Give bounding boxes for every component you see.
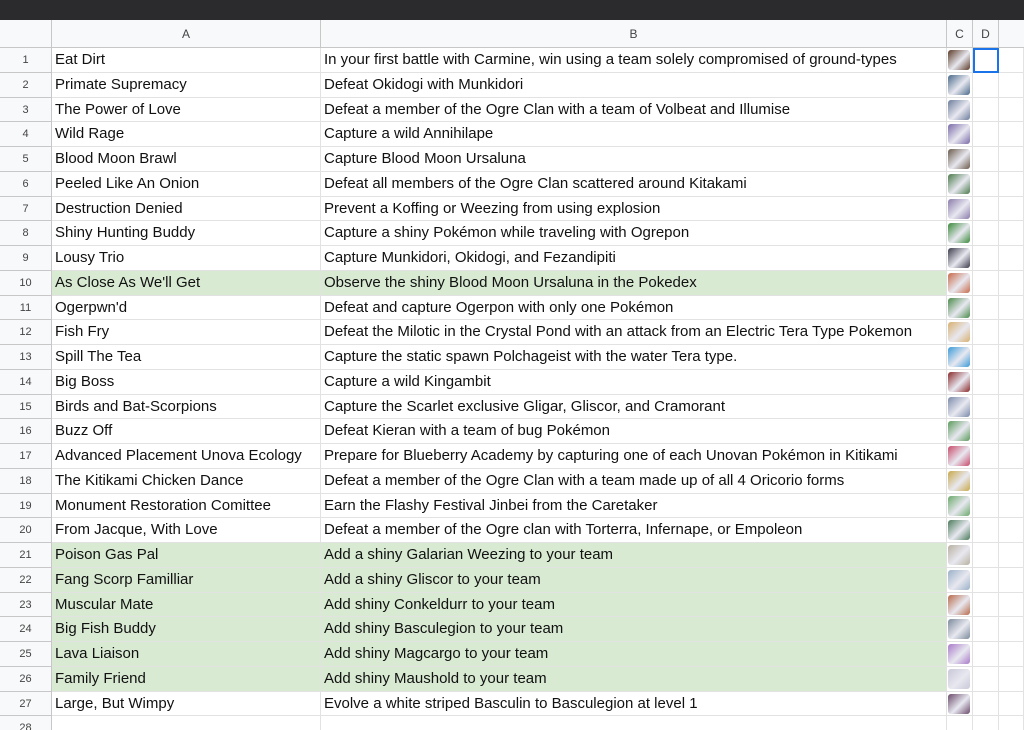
- cell-c-image[interactable]: [947, 469, 973, 494]
- pokemon-thumbnail-image: [948, 619, 970, 639]
- cell-a-challenge-name[interactable]: Primate Supremacy: [52, 73, 321, 98]
- cell-b-description[interactable]: Capture the static spawn Polchageist with the water Tera type.: [321, 345, 947, 370]
- cell-c-image[interactable]: [947, 642, 973, 667]
- cell-e[interactable]: [999, 271, 1024, 296]
- pokemon-thumbnail-image: [948, 595, 970, 615]
- row-header[interactable]: 21: [0, 543, 52, 568]
- pokemon-thumbnail-image: [948, 570, 970, 590]
- window-top-bar: [0, 0, 1024, 20]
- cell-d[interactable]: [973, 716, 999, 730]
- column-header-d[interactable]: D: [973, 20, 999, 48]
- pokemon-thumbnail-image: [948, 100, 970, 120]
- cell-d[interactable]: [973, 543, 999, 568]
- cell-c-image[interactable]: [947, 147, 973, 172]
- cell-d[interactable]: [973, 518, 999, 543]
- cell-a-challenge-name[interactable]: As Close As We'll Get: [52, 271, 321, 296]
- pokemon-thumbnail-image: [948, 248, 970, 268]
- row-header[interactable]: 11: [0, 296, 52, 320]
- cell-a-challenge-name[interactable]: Big Boss: [52, 370, 321, 395]
- row-header[interactable]: 20: [0, 518, 52, 543]
- cell-e[interactable]: [999, 494, 1024, 518]
- row-header[interactable]: 3: [0, 98, 52, 122]
- row-header[interactable]: 7: [0, 197, 52, 221]
- cell-a-challenge-name[interactable]: Lousy Trio: [52, 246, 321, 271]
- cell-e[interactable]: [999, 172, 1024, 197]
- cell-a-challenge-name[interactable]: Family Friend: [52, 667, 321, 692]
- row-header[interactable]: 19: [0, 494, 52, 518]
- cell-a-challenge-name[interactable]: [52, 716, 321, 730]
- cell-e[interactable]: [999, 320, 1024, 345]
- cell-c-image[interactable]: [947, 197, 973, 221]
- cell-e[interactable]: [999, 642, 1024, 667]
- row-header[interactable]: 13: [0, 345, 52, 370]
- cell-a-challenge-name[interactable]: Spill The Tea: [52, 345, 321, 370]
- row-header[interactable]: 12: [0, 320, 52, 345]
- cell-a-challenge-name[interactable]: Fish Fry: [52, 320, 321, 345]
- cell-b-description[interactable]: Capture Blood Moon Ursaluna: [321, 147, 947, 172]
- cell-e[interactable]: [999, 370, 1024, 395]
- row-header[interactable]: 16: [0, 419, 52, 444]
- cell-e[interactable]: [999, 667, 1024, 692]
- cell-a-challenge-name[interactable]: Lava Liaison: [52, 642, 321, 667]
- cell-e[interactable]: [999, 518, 1024, 543]
- cell-a-challenge-name[interactable]: Blood Moon Brawl: [52, 147, 321, 172]
- cell-b-description[interactable]: Add a shiny Gliscor to your team: [321, 568, 947, 593]
- column-header-b[interactable]: B: [321, 20, 947, 48]
- cell-c-image[interactable]: [947, 221, 973, 246]
- cell-d[interactable]: [973, 444, 999, 469]
- cell-b-description[interactable]: Add shiny Maushold to your team: [321, 667, 947, 692]
- cell-a-challenge-name[interactable]: Fang Scorp Familliar: [52, 568, 321, 593]
- row-header[interactable]: 25: [0, 642, 52, 667]
- cell-d[interactable]: [973, 271, 999, 296]
- cell-b-description[interactable]: Defeat the Milotic in the Crystal Pond with an attack from an Electric Tera Type Pokemon: [321, 320, 947, 345]
- pokemon-thumbnail-image: [948, 372, 970, 392]
- cell-b-description[interactable]: Add shiny Magcargo to your team: [321, 642, 947, 667]
- pokemon-thumbnail-image: [948, 421, 970, 441]
- cell-c-image[interactable]: [947, 246, 973, 271]
- pokemon-thumbnail-image: [948, 669, 970, 689]
- cell-e[interactable]: [999, 716, 1024, 730]
- pokemon-thumbnail-image: [948, 520, 970, 540]
- cell-b-description[interactable]: Prevent a Koffing or Weezing from using explosion: [321, 197, 947, 221]
- cell-b-description[interactable]: Evolve a white striped Basculin to Basculegion at level 1: [321, 692, 947, 716]
- pokemon-thumbnail-image: [948, 694, 970, 714]
- cell-b-description[interactable]: Prepare for Blueberry Academy by capturing one of each Unovan Pokémon in Kitikami: [321, 444, 947, 469]
- cell-d[interactable]: [973, 642, 999, 667]
- row-header[interactable]: 2: [0, 73, 52, 98]
- cell-e[interactable]: [999, 419, 1024, 444]
- cell-d[interactable]: [973, 494, 999, 518]
- row-header[interactable]: 8: [0, 221, 52, 246]
- cell-a-challenge-name[interactable]: Shiny Hunting Buddy: [52, 221, 321, 246]
- cell-d[interactable]: [973, 73, 999, 98]
- pokemon-thumbnail-image: [948, 347, 970, 367]
- cell-e[interactable]: [999, 469, 1024, 494]
- cell-a-challenge-name[interactable]: Wild Rage: [52, 122, 321, 147]
- cell-b-description[interactable]: Defeat a member of the Ogre Clan with a team made up of all 4 Oricorio forms: [321, 469, 947, 494]
- cell-e[interactable]: [999, 593, 1024, 617]
- cell-c-image[interactable]: [947, 122, 973, 147]
- cell-b-description[interactable]: Capture a shiny Pokémon while traveling with Ogrepon: [321, 221, 947, 246]
- cell-b-description[interactable]: Earn the Flashy Festival Jinbei from the Caretaker: [321, 494, 947, 518]
- cell-c-image[interactable]: [947, 518, 973, 543]
- cell-b-description[interactable]: Defeat a member of the Ogre clan with Torterra, Infernape, or Empoleon: [321, 518, 947, 543]
- pokemon-thumbnail-image: [948, 223, 970, 243]
- cell-a-challenge-name[interactable]: Ogerpwn'd: [52, 296, 321, 320]
- pokemon-thumbnail-image: [948, 644, 970, 664]
- cell-a-challenge-name[interactable]: Birds and Bat-Scorpions: [52, 395, 321, 419]
- cell-b-description[interactable]: Defeat a member of the Ogre Clan with a team of Volbeat and Illumise: [321, 98, 947, 122]
- row-header[interactable]: 27: [0, 692, 52, 716]
- cell-b-description[interactable]: Add shiny Conkeldurr to your team: [321, 593, 947, 617]
- pokemon-thumbnail-image: [948, 273, 970, 293]
- cell-c-image[interactable]: [947, 271, 973, 296]
- row-header[interactable]: 15: [0, 395, 52, 419]
- row-header[interactable]: 14: [0, 370, 52, 395]
- cell-c-image[interactable]: [947, 667, 973, 692]
- cell-a-challenge-name[interactable]: The Power of Love: [52, 98, 321, 122]
- cell-a-challenge-name[interactable]: Buzz Off: [52, 419, 321, 444]
- cell-d[interactable]: [973, 419, 999, 444]
- row-header[interactable]: 9: [0, 246, 52, 271]
- cell-d[interactable]: [973, 320, 999, 345]
- row-header[interactable]: 6: [0, 172, 52, 197]
- cell-e[interactable]: [999, 221, 1024, 246]
- cell-e[interactable]: [999, 543, 1024, 568]
- cell-d[interactable]: [973, 617, 999, 642]
- cell-e[interactable]: [999, 444, 1024, 469]
- cell-e[interactable]: [999, 98, 1024, 122]
- cell-d[interactable]: [973, 172, 999, 197]
- cell-e[interactable]: [999, 395, 1024, 419]
- spreadsheet-grid[interactable]: [0, 20, 1024, 730]
- cell-d[interactable]: [973, 197, 999, 221]
- cell-d[interactable]: [973, 469, 999, 494]
- cell-d[interactable]: [973, 593, 999, 617]
- cell-c-image[interactable]: [947, 395, 973, 419]
- cell-b-description[interactable]: Add shiny Basculegion to your team: [321, 617, 947, 642]
- cell-d[interactable]: [973, 667, 999, 692]
- row-header[interactable]: 4: [0, 122, 52, 147]
- pokemon-thumbnail-image: [948, 496, 970, 516]
- cell-e[interactable]: [999, 345, 1024, 370]
- pokemon-thumbnail-image: [948, 322, 970, 342]
- cell-c-image[interactable]: [947, 320, 973, 345]
- cell-a-challenge-name[interactable]: Advanced Placement Unova Ecology: [52, 444, 321, 469]
- cell-a-challenge-name[interactable]: From Jacque, With Love: [52, 518, 321, 543]
- cell-d[interactable]: [973, 246, 999, 271]
- cell-d[interactable]: [973, 98, 999, 122]
- pokemon-thumbnail-image: [948, 124, 970, 144]
- cell-b-description[interactable]: Capture a wild Annihilape: [321, 122, 947, 147]
- cell-c-image[interactable]: [947, 593, 973, 617]
- cell-c-image[interactable]: [947, 73, 973, 98]
- row-header[interactable]: 5: [0, 147, 52, 172]
- cell-d[interactable]: [973, 221, 999, 246]
- cell-c-image[interactable]: [947, 419, 973, 444]
- cell-d[interactable]: [973, 48, 999, 73]
- pokemon-thumbnail-image: [948, 174, 970, 194]
- cell-c-image[interactable]: [947, 296, 973, 320]
- pokemon-thumbnail-image: [948, 50, 970, 70]
- cell-e[interactable]: [999, 296, 1024, 320]
- cell-d[interactable]: [973, 296, 999, 320]
- cell-e[interactable]: [999, 692, 1024, 716]
- pokemon-thumbnail-image: [948, 75, 970, 95]
- cell-c-image[interactable]: [947, 617, 973, 642]
- pokemon-thumbnail-image: [948, 471, 970, 491]
- pokemon-thumbnail-image: [948, 298, 970, 318]
- pokemon-thumbnail-image: [948, 446, 970, 466]
- cell-d[interactable]: [973, 370, 999, 395]
- cell-b-description[interactable]: [321, 716, 947, 730]
- row-header[interactable]: 10: [0, 271, 52, 296]
- cell-b-description[interactable]: Defeat all members of the Ogre Clan scattered around Kitakami: [321, 172, 947, 197]
- row-header[interactable]: 23: [0, 593, 52, 617]
- column-header-empty: [999, 20, 1024, 48]
- cell-c-image[interactable]: [947, 494, 973, 518]
- cell-c-image[interactable]: [947, 48, 973, 73]
- column-header-c[interactable]: C: [947, 20, 973, 48]
- cell-b-description[interactable]: Add a shiny Galarian Weezing to your team: [321, 543, 947, 568]
- cell-e[interactable]: [999, 147, 1024, 172]
- cell-c-image[interactable]: [947, 692, 973, 716]
- cell-c-image[interactable]: [947, 444, 973, 469]
- cell-c-image[interactable]: [947, 370, 973, 395]
- cell-d[interactable]: [973, 122, 999, 147]
- cell-c-image[interactable]: [947, 568, 973, 593]
- cell-d[interactable]: [973, 692, 999, 716]
- cell-a-challenge-name[interactable]: Large, But Wimpy: [52, 692, 321, 716]
- row-header[interactable]: 1: [0, 48, 52, 73]
- cell-a-challenge-name[interactable]: Big Fish Buddy: [52, 617, 321, 642]
- cell-a-challenge-name[interactable]: The Kitikami Chicken Dance: [52, 469, 321, 494]
- cell-a-challenge-name[interactable]: Eat Dirt: [52, 48, 321, 73]
- cell-b-description[interactable]: Defeat and capture Ogerpon with only one Pokémon: [321, 296, 947, 320]
- cell-d[interactable]: [973, 345, 999, 370]
- cell-d[interactable]: [973, 395, 999, 419]
- cell-c-image[interactable]: [947, 716, 973, 730]
- cell-e[interactable]: [999, 617, 1024, 642]
- cell-a-challenge-name[interactable]: Poison Gas Pal: [52, 543, 321, 568]
- row-header[interactable]: 24: [0, 617, 52, 642]
- cell-a-challenge-name[interactable]: Muscular Mate: [52, 593, 321, 617]
- pokemon-thumbnail-image: [948, 397, 970, 417]
- cell-c-image[interactable]: [947, 172, 973, 197]
- cell-b-description[interactable]: Capture the Scarlet exclusive Gligar, Gliscor, and Cramorant: [321, 395, 947, 419]
- cell-d[interactable]: [973, 147, 999, 172]
- cell-c-image[interactable]: [947, 98, 973, 122]
- row-header[interactable]: 26: [0, 667, 52, 692]
- cell-e[interactable]: [999, 568, 1024, 593]
- cell-b-description[interactable]: In your first battle with Carmine, win using a team solely compromised of ground-types: [321, 48, 947, 73]
- cell-e[interactable]: [999, 48, 1024, 73]
- row-header[interactable]: 17: [0, 444, 52, 469]
- row-header[interactable]: 22: [0, 568, 52, 593]
- cell-c-image[interactable]: [947, 345, 973, 370]
- cell-b-description[interactable]: Observe the shiny Blood Moon Ursaluna in the Pokedex: [321, 271, 947, 296]
- pokemon-thumbnail-image: [948, 149, 970, 169]
- cell-d[interactable]: [973, 568, 999, 593]
- row-header[interactable]: 18: [0, 469, 52, 494]
- cell-c-image[interactable]: [947, 543, 973, 568]
- cell-a-challenge-name[interactable]: Monument Restoration Comittee: [52, 494, 321, 518]
- cell-a-challenge-name[interactable]: Destruction Denied: [52, 197, 321, 221]
- cell-a-challenge-name[interactable]: Peeled Like An Onion: [52, 172, 321, 197]
- cell-b-description[interactable]: Defeat Kieran with a team of bug Pokémon: [321, 419, 947, 444]
- row-header[interactable]: 28: [0, 716, 52, 730]
- cell-e[interactable]: [999, 197, 1024, 221]
- pokemon-thumbnail-image: [948, 199, 970, 219]
- cell-e[interactable]: [999, 246, 1024, 271]
- cell-e[interactable]: [999, 122, 1024, 147]
- cell-b-description[interactable]: Capture a wild Kingambit: [321, 370, 947, 395]
- cell-b-description[interactable]: Capture Munkidori, Okidogi, and Fezandipiti: [321, 246, 947, 271]
- select-all-corner[interactable]: [0, 20, 52, 48]
- column-header-a[interactable]: A: [52, 20, 321, 48]
- cell-b-description[interactable]: Defeat Okidogi with Munkidori: [321, 73, 947, 98]
- cell-e[interactable]: [999, 73, 1024, 98]
- pokemon-thumbnail-image: [948, 545, 970, 565]
